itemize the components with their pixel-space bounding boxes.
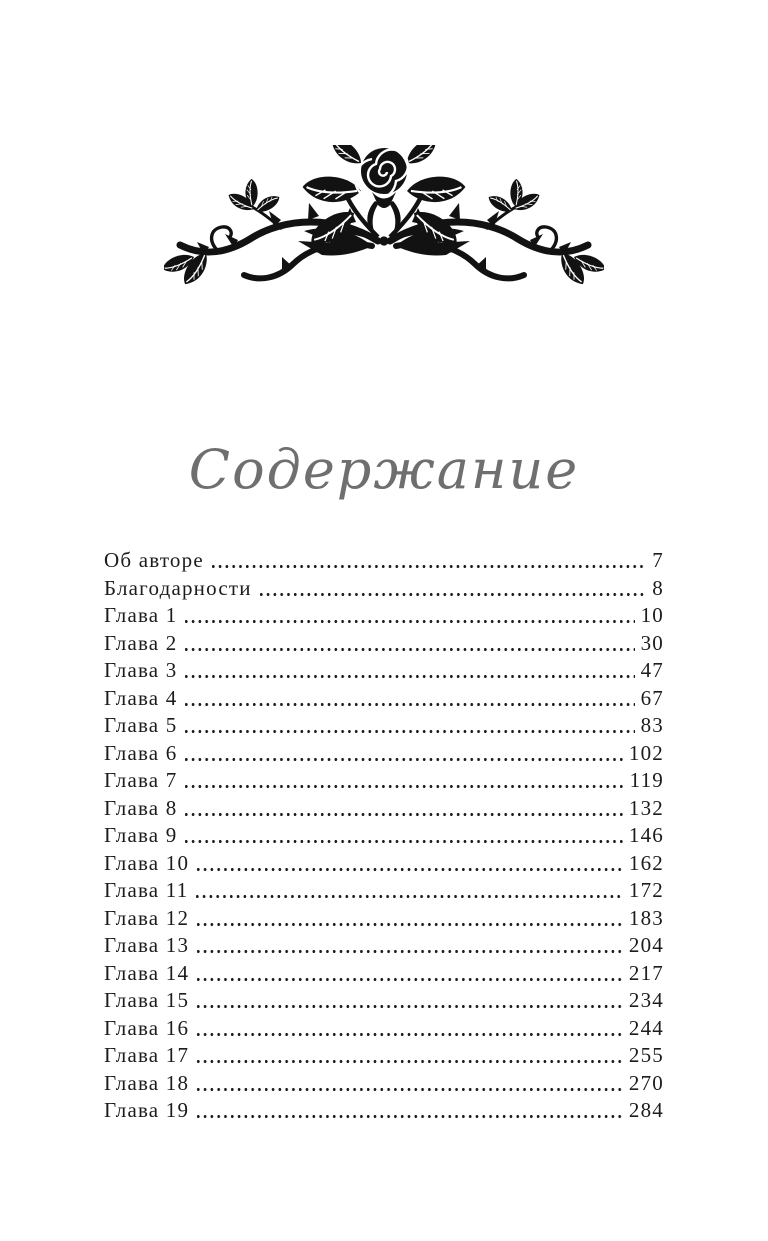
dot-leader [185, 657, 634, 685]
toc-entry-label: Глава 18 [104, 1070, 190, 1095]
toc-entry [104, 905, 664, 933]
toc-entry-label: Глава 12 [104, 905, 190, 930]
toc-entry [104, 547, 664, 575]
toc-entry-label: Глава 4 [104, 685, 178, 710]
page-title: Содержание [188, 438, 580, 501]
toc-entry [104, 850, 664, 878]
toc-entry-page: 10 [640, 603, 664, 627]
toc-entry [104, 1070, 664, 1098]
dot-leader [197, 850, 623, 878]
toc-entry-label: Глава 9 [104, 823, 178, 847]
toc-entry-page: 244 [628, 1015, 664, 1040]
toc-entry [104, 960, 664, 988]
toc-entry-page: 30 [640, 630, 664, 655]
toc-entry-label: Глава 2 [104, 630, 178, 655]
rose-thorn-vine-ornament [164, 145, 604, 285]
toc-entry [104, 575, 664, 603]
toc-entry-label: Об авторе [104, 548, 204, 572]
toc-entry [104, 1042, 664, 1070]
toc-entry-label: Глава 13 [104, 933, 190, 957]
toc-entry [104, 932, 664, 960]
dot-leader [260, 575, 647, 603]
toc-entry [104, 712, 664, 740]
dot-leader [197, 905, 623, 933]
toc-entry-label: Глава 11 [104, 878, 189, 902]
toc-entry-label: Глава 15 [104, 988, 190, 1012]
toc-entry-page: 119 [629, 768, 664, 792]
toc-entry-page: 47 [640, 658, 664, 682]
dot-leader [185, 740, 622, 768]
toc-entry-page: 284 [628, 1098, 664, 1122]
toc-entry [104, 740, 664, 768]
dot-leader [185, 822, 622, 850]
toc-entry [104, 657, 664, 685]
toc-entry-label: Глава 8 [104, 795, 178, 820]
dot-leader [185, 630, 634, 658]
toc-entry-page: 83 [640, 713, 664, 737]
dot-leader [197, 932, 623, 960]
dot-leader [185, 767, 623, 795]
toc-entry-page: 172 [628, 878, 664, 902]
toc-entry-page: 132 [628, 795, 664, 820]
toc-entry [104, 1015, 664, 1043]
toc-entry-page: 234 [628, 988, 664, 1012]
toc-entry-label: Глава 7 [104, 768, 178, 792]
toc-entry [104, 795, 664, 823]
toc-entry-page: 162 [628, 850, 664, 875]
toc-entry-label: Глава 6 [104, 740, 178, 765]
toc-entry-page: 8 [652, 575, 664, 600]
toc-entry [104, 877, 664, 905]
dot-leader [196, 877, 622, 905]
toc-entry-page: 146 [628, 823, 664, 847]
dot-leader [197, 1097, 623, 1125]
rose-ornament-icon [164, 145, 604, 285]
dot-leader [212, 547, 646, 575]
dot-leader [197, 1042, 623, 1070]
toc-entry-page: 183 [628, 905, 664, 930]
toc-entry [104, 767, 664, 795]
toc-entry-page: 67 [640, 685, 664, 710]
toc-entry-label: Глава 17 [104, 1043, 190, 1067]
toc-entry [104, 602, 664, 630]
toc-entry [104, 987, 664, 1015]
toc-entry-page: 270 [628, 1070, 664, 1095]
dot-leader [185, 602, 634, 630]
toc-entry-label: Глава 19 [104, 1098, 190, 1122]
toc-entry [104, 822, 664, 850]
dot-leader [197, 1015, 623, 1043]
toc-entry-label: Глава 1 [104, 603, 178, 627]
dot-leader [197, 987, 623, 1015]
toc-entry-label: Глава 10 [104, 850, 190, 875]
toc-entry-label: Благодарности [104, 575, 252, 600]
toc-entry-label: Глава 3 [104, 658, 178, 682]
dot-leader [197, 1070, 623, 1098]
toc-entry-page: 102 [628, 740, 664, 765]
dot-leader [185, 795, 622, 823]
toc-entry-page: 217 [628, 960, 664, 985]
dot-leader [197, 960, 623, 988]
toc-entry-page: 255 [628, 1043, 664, 1067]
toc-entry [104, 685, 664, 713]
toc-entry-label: Глава 5 [104, 713, 178, 737]
dot-leader [185, 685, 634, 713]
toc-entry-label: Глава 16 [104, 1015, 190, 1040]
toc-entry [104, 1097, 664, 1125]
dot-leader [185, 712, 634, 740]
table-of-contents [104, 547, 664, 1125]
toc-entry-page: 204 [628, 933, 664, 957]
toc-entry-label: Глава 14 [104, 960, 190, 985]
toc-entry-page: 7 [652, 548, 664, 572]
toc-entry [104, 630, 664, 658]
